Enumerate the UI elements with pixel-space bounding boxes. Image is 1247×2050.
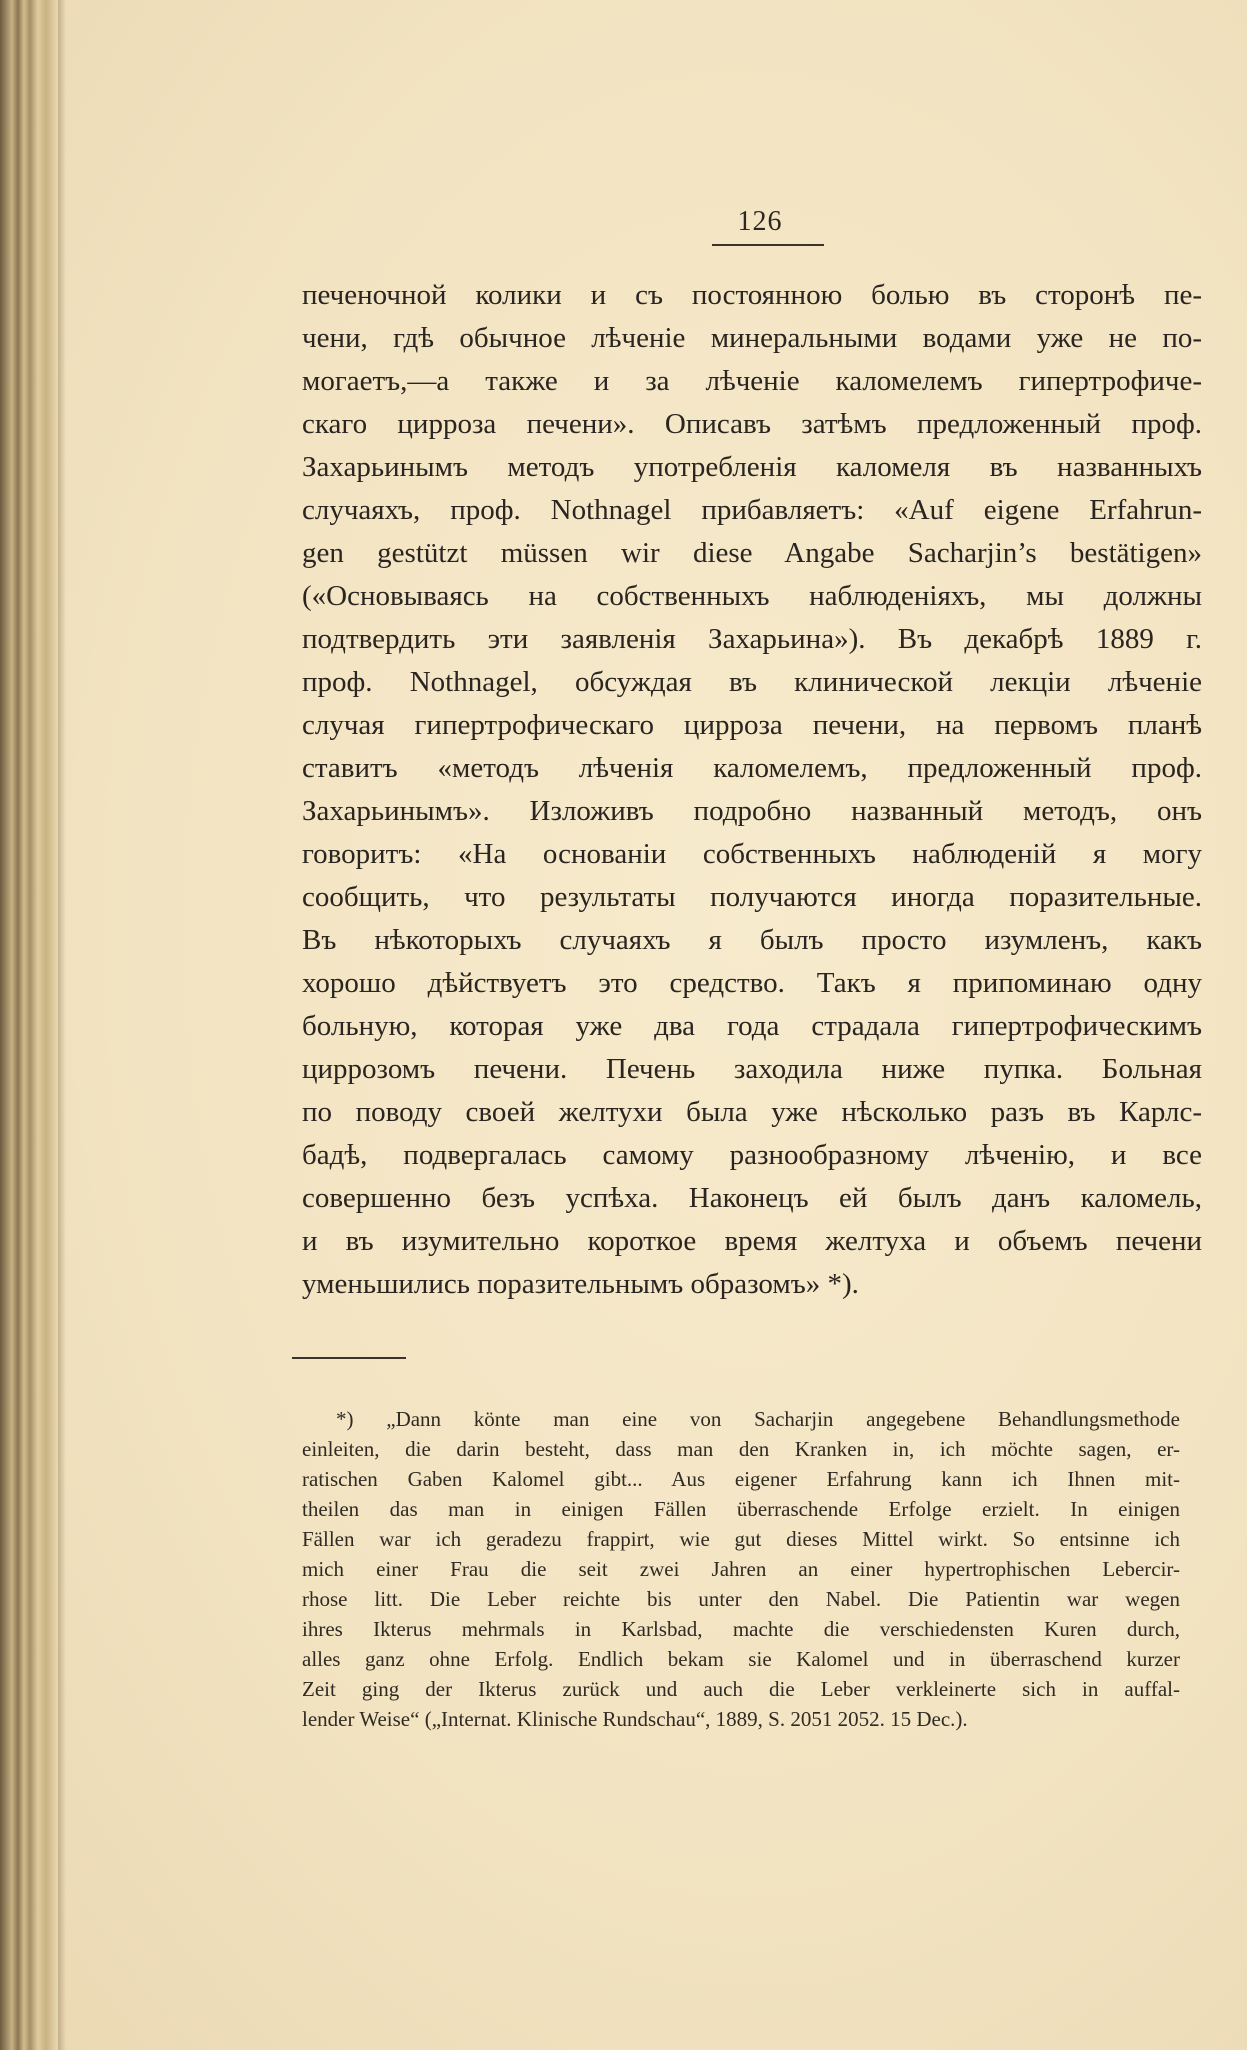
text-line: Захарьинымъ». Изложивъ подробно названный методъ, онъ (302, 795, 1202, 827)
body-text (302, 274, 1202, 1306)
text-line: больную, которая уже два года страдала гипертрофическимъ (302, 1010, 1202, 1042)
text-line: («Основываясь на собственныхъ наблюденіяхъ, мы должны (302, 580, 1202, 612)
footnote-line: lender Weise“ („Internat. Klinische Rundschau“, 1889, S. 2051 2052. 15 Dec.). (302, 1707, 968, 1731)
text-line: хорошо дѣйствуетъ это средство. Такъ я припоминаю одну (302, 967, 1202, 999)
text-line: случаяхъ, проф. Nothnagel прибавляетъ: «Auf eigene Erfahrun- (302, 494, 1202, 526)
text-line: по поводу своей желтухи была уже нѣсколько разъ въ Карлс- (302, 1096, 1202, 1128)
text-line: чени, гдѣ обычное лѣченіе минеральными водами уже не по- (302, 322, 1202, 354)
footnote-line: ratischen Gaben Kalomel gibt... Aus eigener Erfahrung kann ich Ihnen mit- (302, 1467, 1180, 1491)
text-line: говоритъ: «На основаніи собственныхъ наблюденій я могу (302, 838, 1202, 870)
text-line: сообщить, что результаты получаются иногда поразительные. (302, 881, 1202, 913)
text-line: циррозомъ печени. Печень заходила ниже пупка. Больная (302, 1053, 1202, 1085)
book-spine (0, 0, 58, 2050)
text-line: скаго цирроза печени». Описавъ затѣмъ предложенный проф. (302, 408, 1202, 440)
footnote-line: Zeit ging der Ikterus zurück und auch die Leber verkleinerte sich in auffal- (302, 1677, 1180, 1701)
text-line: ставитъ «методъ лѣченія каломелемъ, предложенный проф. (302, 752, 1202, 784)
text-line: случая гипертрофическаго цирроза печени, на первомъ планѣ (302, 709, 1202, 741)
footnote-line: *) „Dann könte man eine von Sacharjin angegebene Behandlungsmethode (336, 1407, 1180, 1431)
footnote-rule (292, 1357, 406, 1359)
text-line: gen gestützt müssen wir diese Angabe Sacharjin’s bestätigen» (302, 537, 1202, 569)
footnote-line: ihres Ikterus mehrmals in Karlsbad, machte die verschiedensten Kuren durch, (302, 1617, 1180, 1641)
text-line: Захарьинымъ методъ употребленія каломеля въ названныхъ (302, 451, 1202, 483)
page-number: 126 (737, 206, 783, 237)
footnote-line: rhose litt. Die Leber reichte bis unter den Nabel. Die Patientin war wegen (302, 1587, 1180, 1611)
footnote-line: alles ganz ohne Erfolg. Endlich bekam sie Kalomel und in überraschend kurzer (302, 1647, 1180, 1671)
page-number-rule (712, 244, 824, 246)
text-line: проф. Nothnagel, обсуждая въ клинической лекціи лѣченіе (302, 666, 1202, 698)
text-line: печеночной колики и съ постоянною болью въ сторонѣ пе- (302, 279, 1202, 311)
spine-shadow (58, 0, 66, 2050)
text-line: уменьшились поразительнымъ образомъ» *). (302, 1268, 859, 1300)
footnote-line: einleiten, die darin besteht, dass man den Kranken in, ich möchte sagen, er- (302, 1437, 1180, 1461)
text-line: и въ изумительно короткое время желтуха и объемъ печени (302, 1225, 1202, 1257)
text-line: совершенно безъ успѣха. Наконецъ ей былъ данъ каломель, (302, 1182, 1202, 1214)
text-line: могаетъ,—а также и за лѣченіе каломелемъ гипертрофиче- (302, 365, 1202, 397)
footnote-line: Fällen war ich geradezu frappirt, wie gut dieses Mittel wirkt. So entsinne ich (302, 1527, 1180, 1551)
text-line: бадѣ, подвергалась самому разнообразному лѣченію, и все (302, 1139, 1202, 1171)
footnote-line: mich einer Frau die seit zwei Jahren an einer hypertrophischen Lebercir- (302, 1557, 1180, 1581)
text-line: подтвердить эти заявленія Захарьина»). Въ декабрѣ 1889 г. (302, 623, 1202, 655)
footnote-line: theilen das man in einigen Fällen überraschende Erfolge erzielt. In einigen (302, 1497, 1180, 1521)
text-line: Въ нѣкоторыхъ случаяхъ я былъ просто изумленъ, какъ (302, 924, 1202, 956)
footnote (302, 1404, 1180, 1734)
